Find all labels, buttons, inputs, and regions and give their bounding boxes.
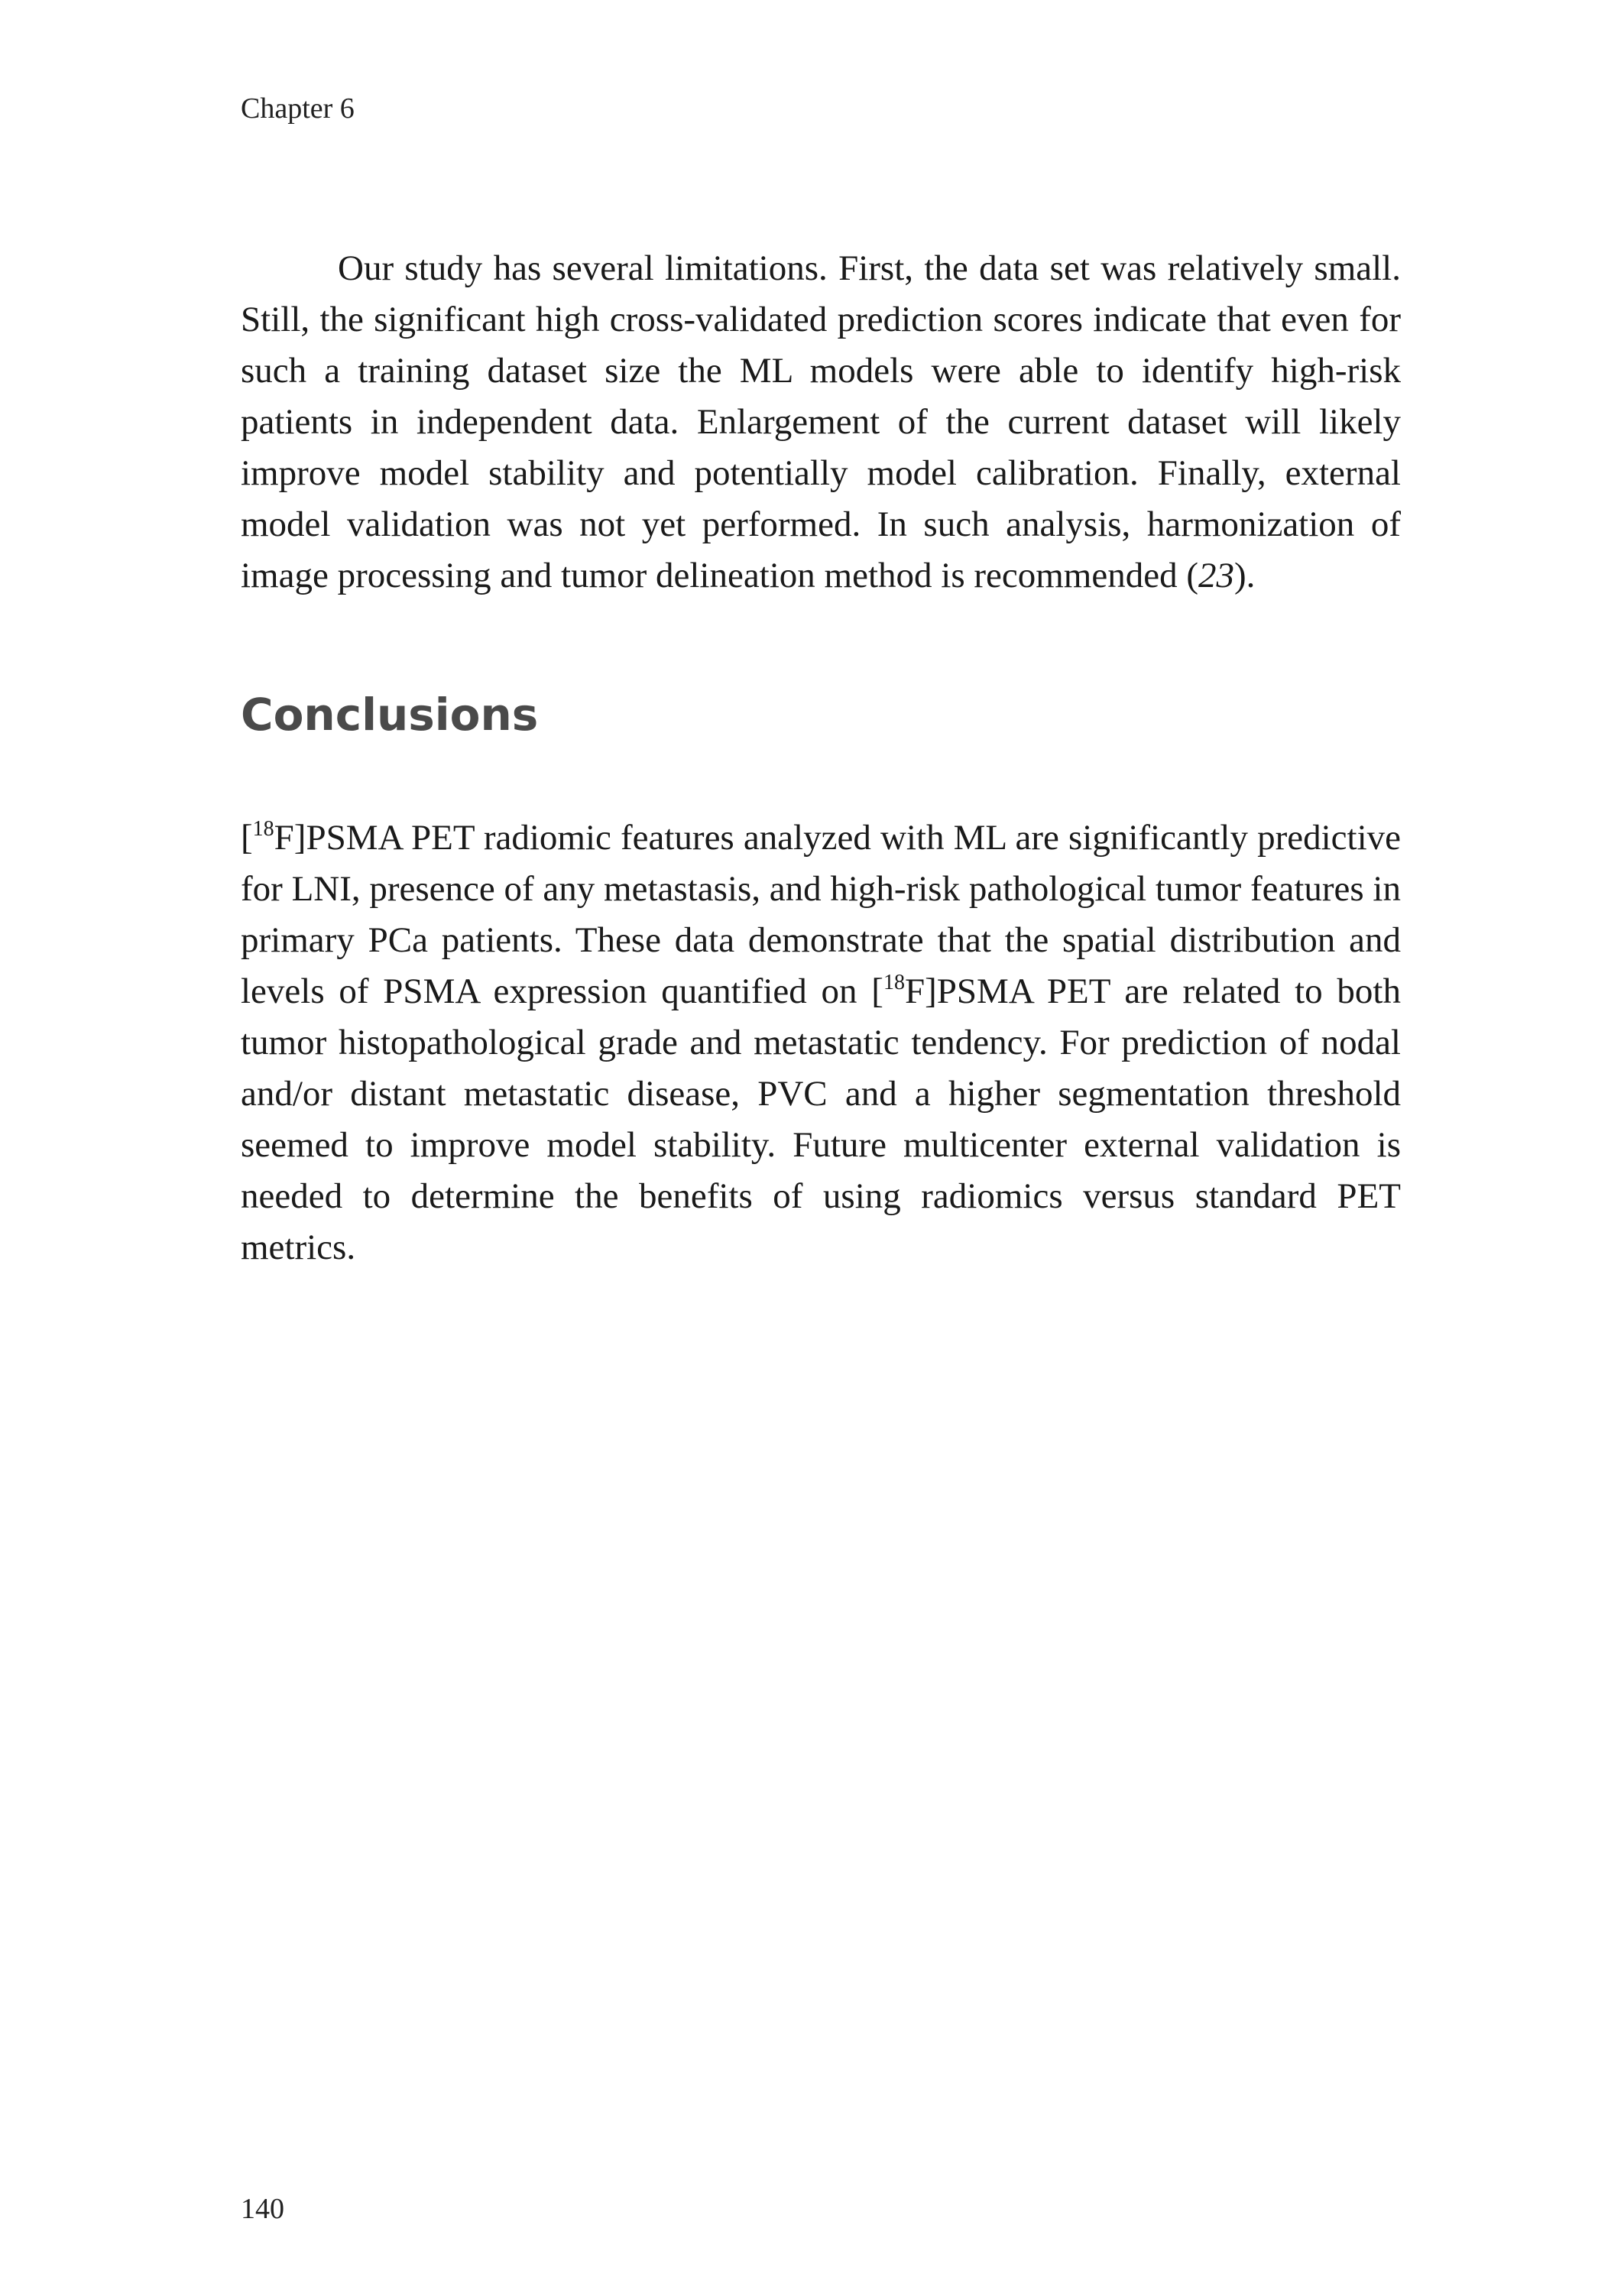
limitations-paragraph	[241, 243, 1401, 602]
conclusions-text-part1: F]PSMA PET radiomic features analyzed with ML are significantly predictive for LNI, presence of any metastasis, and high-risk pathological tumor features in primary PCa patients. These data demonstrate that the spatial distribution and levels of PSMA expression quantified on [	[241, 818, 1401, 1011]
conclusions-text-part2: F]PSMA PET are related to both tumor histopathological grade and metastatic tendency. For prediction of nodal and/or distant metastatic disease, PVC and a higher segmentation threshold seemed to improve model stability. Future multicenter external validation is needed to determine the benefits of using radiomics versus standard PET metrics.	[241, 971, 1401, 1267]
citation-reference: 23	[1198, 556, 1234, 595]
isotope-superscript: 18	[252, 817, 274, 841]
section-heading-conclusions: Conclusions	[241, 689, 539, 741]
page-number: 140	[241, 2193, 284, 2225]
limitations-text: Our study has several limitations. First, the data set was relatively small. Still, the significant high cross-validated prediction scores indicate that even for such a training dataset size the ML models were able to identify high-risk patients in independent data. Enlargement of the current dataset will likely improve model stability and potentially model calibration. Finally, external model validation was not yet performed. In such analysis, harmonization of image processing and tumor delineation method is recommended (	[241, 248, 1401, 595]
isotope-superscript: 18	[883, 971, 905, 994]
conclusions-paragraph	[241, 812, 1401, 1273]
open-bracket: [	[241, 818, 253, 858]
running-header: Chapter 6	[241, 92, 355, 125]
citation-close: ).	[1233, 556, 1256, 595]
page-body	[241, 243, 1401, 1273]
